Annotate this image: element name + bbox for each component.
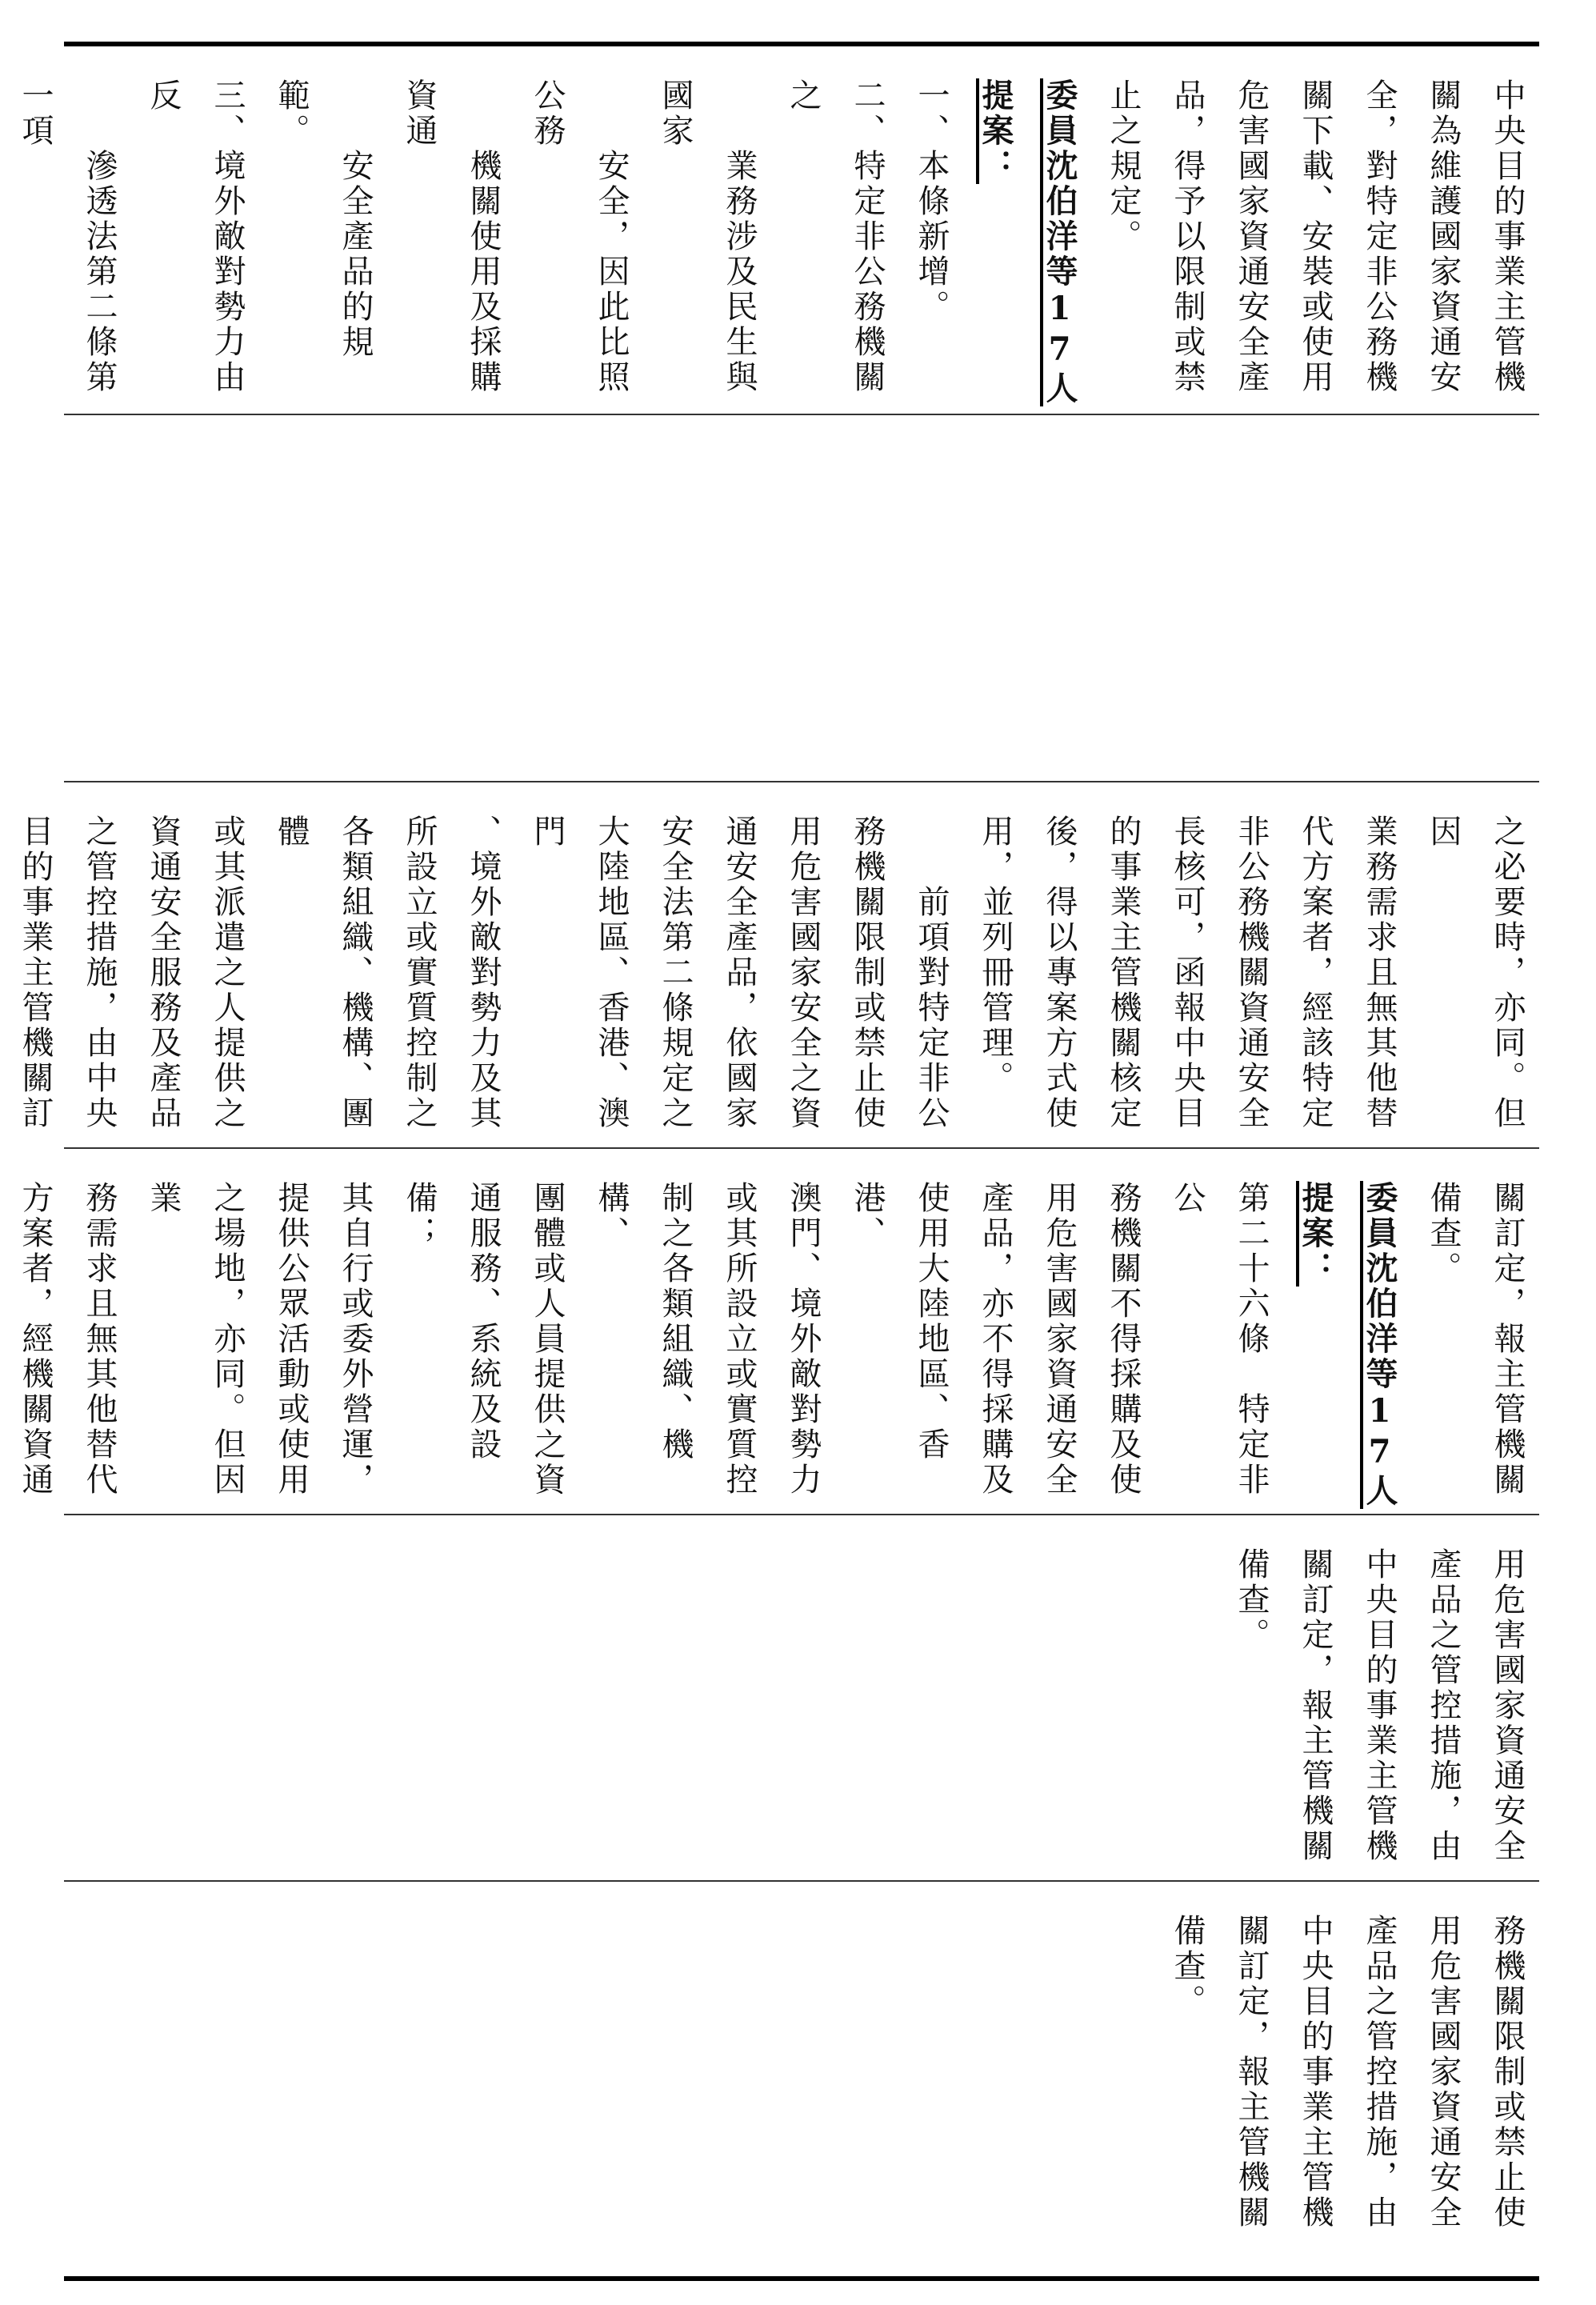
row-4-text <box>0 1181 1539 1514</box>
text-line: 產品之管控措施，由 <box>1361 1914 1398 2231</box>
text-line: 大陸地區、香港、澳門 <box>529 814 630 1131</box>
text-line: 用，並列冊管理。 <box>977 814 1014 1096</box>
text-line: 、境外敵對勢力及其 <box>465 814 502 1131</box>
text-line: 產品，亦不得採購及 <box>977 1181 1014 1498</box>
text-line: 中央目的事業主管機 <box>1489 78 1526 395</box>
text-line: 務機關不得採購及使 <box>1105 1181 1142 1498</box>
text-line: 通安全產品，依國家 <box>721 814 758 1131</box>
text-line: 中央目的事業主管機 <box>1361 1547 1398 1864</box>
text-line: 方案者，經機關資通 <box>17 1181 54 1498</box>
text-line: 三、境外敵對勢力由反 <box>145 78 246 395</box>
text-line: 用危害國家資通安全 <box>1041 1181 1078 1498</box>
text-line: 機關使用及採購資通 <box>401 78 502 395</box>
text-line: 代方案者，經該特定 <box>1297 814 1334 1131</box>
text-line: 使用大陸地區、香港、 <box>849 1181 950 1463</box>
text-line: 團體或人員提供之資 <box>529 1181 566 1498</box>
text-line: 安全法第二條規定之 <box>657 814 694 1131</box>
table-row-6 <box>64 1882 1539 2276</box>
text-line: 第二十六條 特定非公 <box>1169 1181 1270 1498</box>
text-line: 用危害國家資通安全 <box>1489 1547 1526 1864</box>
text-line: 所設立或實質控制之 <box>401 814 438 1131</box>
table-row-3 <box>17 782 1539 1147</box>
text-line: 全，對特定非公務機 <box>1361 78 1398 395</box>
text-line: 中央目的事業主管機 <box>1297 1914 1334 2231</box>
text-line: 長核可，函報中央目 <box>1169 814 1206 1131</box>
text-line: 用危害國家資通安全 <box>1425 1914 1462 2231</box>
text-line: 危害國家資通安全產 <box>1233 78 1270 395</box>
text-line: 前項對特定非公 <box>913 814 950 1131</box>
text-line: 務需求且無其他替代 <box>81 1181 118 1498</box>
text-line: 之必要時，亦同。但因 <box>1425 814 1526 1131</box>
text-line: 或其派遣之人提供之 <box>209 814 246 1131</box>
row-3-text <box>0 814 1539 1147</box>
text-line: 務機關限制或禁止使 <box>1489 1914 1526 2231</box>
text-line: 提供公眾活動或使用 <box>273 1181 310 1498</box>
table-row-1 <box>17 46 1539 414</box>
text-line: 產品之管控措施，由 <box>1425 1547 1462 1864</box>
text-line: 之場地，亦同。但因業 <box>145 1181 246 1498</box>
text-line: 備查。 <box>1233 1547 1270 1653</box>
text-line: 之管控措施，由中央 <box>81 814 118 1131</box>
text-line: 通服務、系統及設備； <box>401 1181 502 1463</box>
text-line: 的事業主管機關核定 <box>1105 814 1142 1131</box>
text-line: 關訂定，報主管機關 <box>1233 1914 1270 2231</box>
table-row-2 <box>64 415 1539 781</box>
text-line: 關訂定，報主管機關 <box>1297 1547 1334 1864</box>
table-row-4 <box>17 1149 1539 1514</box>
text-line: 後，得以專案方式使 <box>1041 814 1078 1131</box>
text-line: 關訂定，報主管機關 <box>1489 1181 1526 1498</box>
text-line: 安全，因此比照公務 <box>529 78 630 395</box>
text-line: 一、本條新增。 <box>913 78 950 325</box>
text-line: 關下載、安裝或使用 <box>1297 78 1334 395</box>
text-line: 用危害國家安全之資 <box>785 814 822 1131</box>
row-5-text <box>1219 1547 1539 1864</box>
text-line: 安全產品的規範。 <box>273 78 374 360</box>
text-line: 澳門、境外敵對勢力 <box>785 1181 822 1498</box>
text-line: 品，得予以限制或禁 <box>1169 78 1206 395</box>
text-line: 資通安全服務及產品 <box>145 814 182 1131</box>
bottom-rule <box>64 2276 1539 2281</box>
text-line: 務機關限制或禁止使 <box>849 814 886 1131</box>
text-line: 滲透法第二條第一項 <box>17 78 118 395</box>
text-line: 目的事業主管機關訂 <box>17 814 54 1131</box>
text-line: 其自行或委外營運， <box>337 1181 374 1498</box>
text-line: 委員沈伯洋等17人提案： <box>977 78 1078 406</box>
row-6-text <box>1155 1914 1539 2231</box>
text-line: 止之規定。 <box>1105 78 1142 254</box>
text-line: 業務需求且無其他替 <box>1361 814 1398 1131</box>
text-line <box>0 1181 3 1514</box>
text-line: 委員沈伯洋等17人提案： <box>1297 1181 1398 1509</box>
text-line: 關為維護國家資通安 <box>1425 78 1462 395</box>
text-line: 各類組織、機構、團體 <box>273 814 374 1131</box>
text-line: 備查。 <box>1169 1914 1206 2019</box>
row-1-text <box>0 78 1539 414</box>
text-line <box>0 78 3 414</box>
text-line: 制之各類組織、機構、 <box>593 1181 694 1463</box>
text-line: 非公務機關資通安全 <box>1233 814 1270 1131</box>
table-row-5 <box>64 1515 1539 1880</box>
text-line: 二、特定非公務機關之 <box>785 78 886 395</box>
text-line: 備查。 <box>1425 1181 1462 1287</box>
text-line: 或其所設立或實質控 <box>721 1181 758 1498</box>
text-line: 業務涉及民生與國家 <box>657 78 758 395</box>
